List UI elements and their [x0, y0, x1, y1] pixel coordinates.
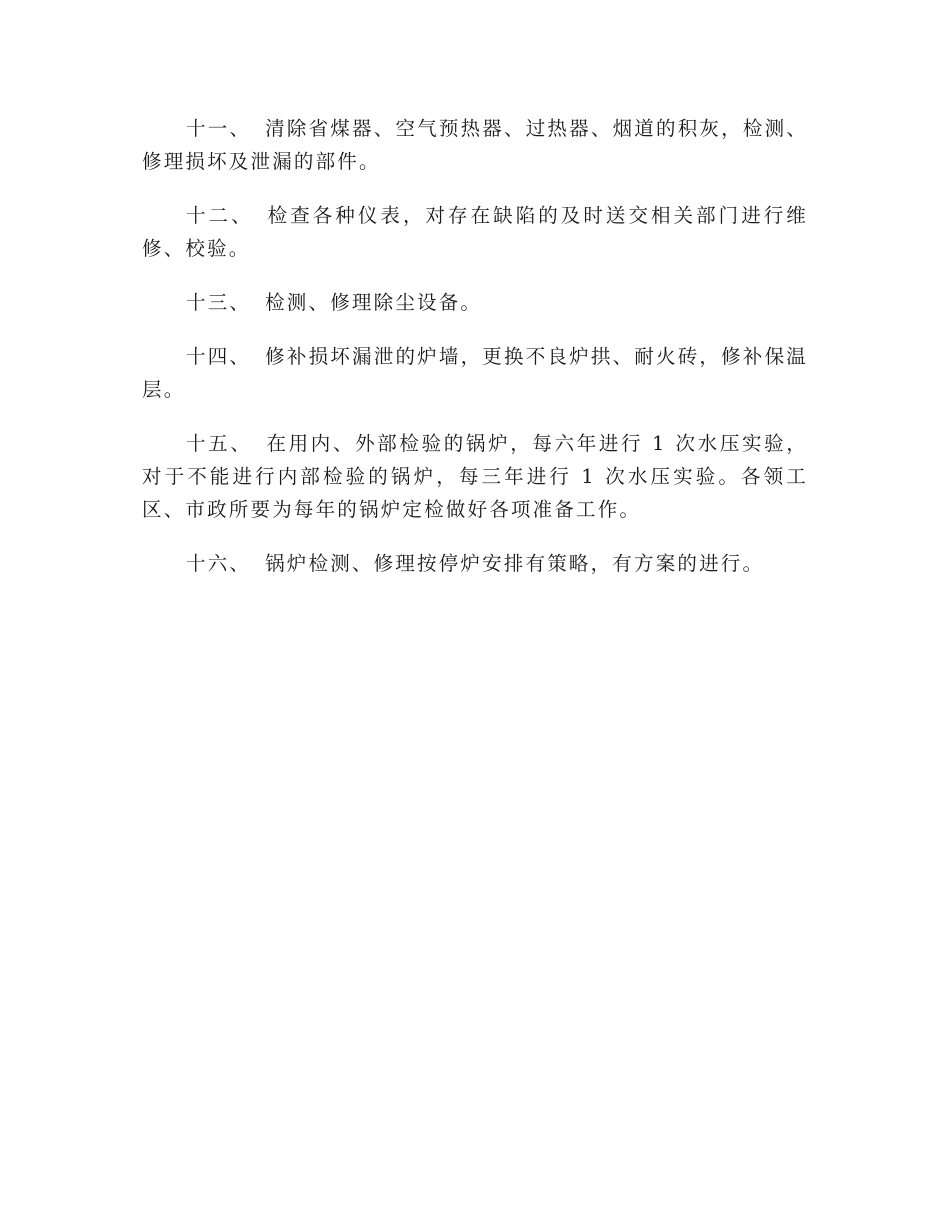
item-number: 十二、 — [186, 204, 254, 227]
item-text: 检测、修理除尘设备。 — [265, 291, 483, 314]
item-number: 十三、 — [186, 291, 252, 314]
paragraph-item-11 — [142, 112, 808, 178]
paragraph-item-13 — [142, 286, 808, 319]
paragraph-item-12 — [142, 199, 808, 265]
item-number: 十六、 — [186, 552, 252, 575]
paragraph-item-14 — [142, 340, 808, 406]
paragraph-item-15 — [142, 427, 808, 526]
item-text: 清除省煤器、空气预热器、过热器、烟道的积灰，检测、修理损坏及泄漏的部件。 — [142, 117, 808, 173]
item-text: 检查各种仪表，对存在缺陷的及时送交相关部门进行维修、校验。 — [142, 204, 808, 260]
item-text: 修补损坏漏泄的炉墙，更换不良炉拱、耐火砖，修补保温层。 — [142, 345, 808, 401]
paragraph-item-16 — [142, 547, 808, 580]
item-number: 十五、 — [186, 432, 253, 455]
item-number: 十一、 — [186, 117, 252, 140]
item-text: 在用内、外部检验的锅炉，每六年进行 1 次水压实验，对于不能进行内部检验的锅炉，每三年进行 1 次水压实验。各领工区、市政所要为每年的锅炉定检做好各项准备工作。 — [142, 432, 808, 521]
item-text: 锅炉检测、修理按停炉安排有策略，有方案的进行。 — [265, 552, 765, 575]
item-number: 十四、 — [186, 345, 252, 368]
document-body — [142, 112, 808, 601]
